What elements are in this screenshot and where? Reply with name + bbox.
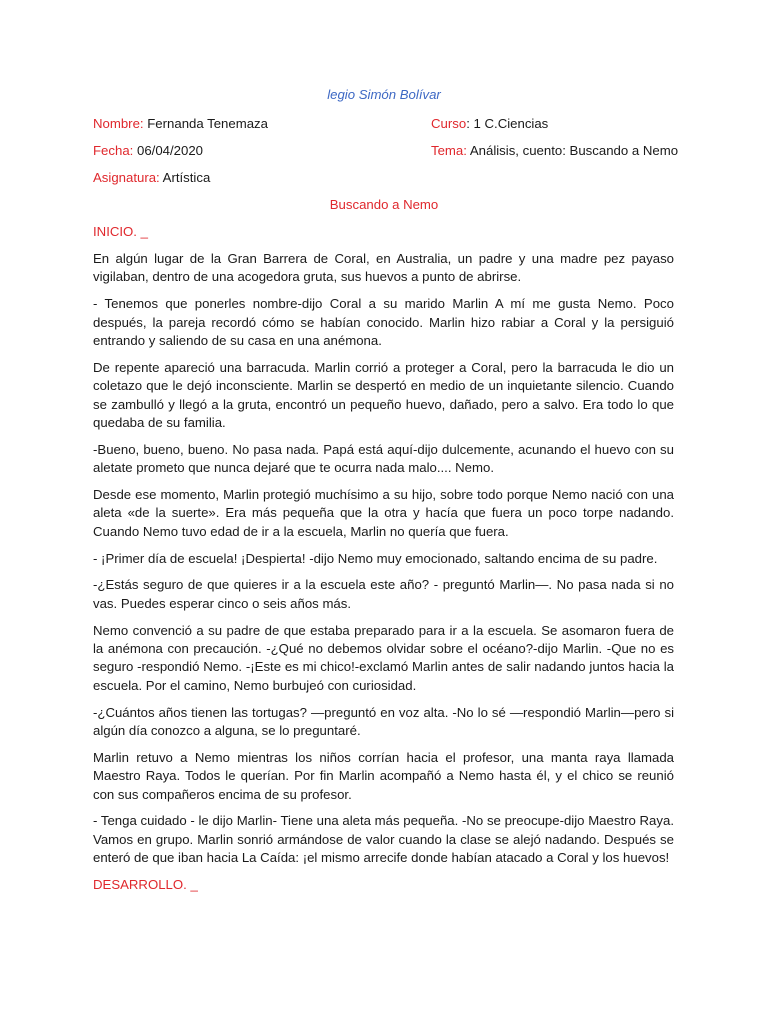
paragraph: - Tenemos que ponerles nombre-dijo Coral a su marido Marlin A mí me gusta Nemo. Poco después, la pareja recordó cómo se habían conocido. Marlin hizo rabiar a Coral y la persiguió entrando y saliendo de su casa en una anémona. xyxy=(93,296,674,349)
topic-row xyxy=(431,143,678,158)
date-row xyxy=(93,143,203,158)
topic-value: Análisis, cuento: Buscando a Nemo xyxy=(469,143,679,158)
story-body xyxy=(93,250,674,894)
subject-row xyxy=(93,170,210,185)
course-row xyxy=(431,116,548,131)
course-label: Curso xyxy=(431,116,467,131)
paragraph: En algún lugar de la Gran Barrera de Coral, en Australia, un padre y una madre pez payaso vigilaban, dentro de una acogedora gruta, sus huevos a punto de abrirse. xyxy=(93,251,674,285)
paragraph: Marlin retuvo a Nemo mientras los niños corrían hacia el profesor, una manta raya llamada Maestro Raya. Todos le querían. Por fin Marlin acompañó a Nemo hasta él, y el chico se reunió con sus compañeros encima de su profesor. xyxy=(93,749,674,802)
course-value: : 1 C.Ciencias xyxy=(466,116,549,131)
name-label: Nombre: xyxy=(93,116,144,131)
paragraph: - Tenga cuidado - le dijo Marlin- Tiene una aleta más pequeña. -No se preocupe-dijo Maestro Raya. Vamos en grupo. Marlin sonrió armándose de valor cuando la clase se alejó nadando. Después se enteró de que iban hacia La Caída: ¡el mismo arrecife donde habían atacado a Coral y los huevos! xyxy=(93,813,674,866)
section-development-heading: DESARROLLO. _ xyxy=(93,877,198,893)
paragraph: Desde ese momento, Marlin protegió muchísimo a su hijo, sobre todo porque Nemo nació con una aleta «de la suerte». Era más pequeña que la otra y hacía que fuera un poco torpe nadando. Cuando Nemo tuvo edad de ir a la escuela, Marlin no quería que fuera. xyxy=(93,487,674,539)
subject-value: Artística xyxy=(162,170,211,185)
school-name: legio Simón Bolívar xyxy=(327,87,441,102)
topic-label: Tema: xyxy=(431,143,467,158)
paragraph: Nemo convenció a su padre de que estaba preparado para ir a la escuela. Se asomaron fuera de la anémona con precaución. -¿Qué no debemos olvidar sobre el océano?-dijo Marlin. -Que no es seguro -respondió Nemo. -¡Este es mi chico!-exclamó Marlin antes de salir nadando juntos hacia la escuela. Por el camino, Nemo burbujeó con curiosidad. xyxy=(93,622,674,693)
paragraph: -¿Cuántos años tienen las tortugas? —preguntó en voz alta. -No lo sé —respondió Marlin—pero si algún día conozco a alguna, se lo preguntaré. xyxy=(93,704,674,739)
paragraph: De repente apareció una barracuda. Marlin corrió a proteger a Coral, pero la barracuda le dio un coletazo que le dejó inconsciente. Marlin se despertó en medio de un inquietante silencio. Cuando se zambulló y llegó a la gruta, encontró un pequeño huevo, dañado, pero a salvo. Era todo lo que quedaba de su familia. xyxy=(93,359,674,431)
name-row xyxy=(93,116,268,131)
date-label: Fecha: xyxy=(93,143,134,158)
name-value: Fernanda Tenemaza xyxy=(147,116,268,131)
paragraph: - ¡Primer día de escuela! ¡Despierta! -dijo Nemo muy emocionado, saltando encima de su padre. xyxy=(93,550,658,566)
subject-label: Asignatura: xyxy=(93,170,160,185)
paragraph: -¿Estás seguro de que quieres ir a la escuela este año? - preguntó Marlin—. No pasa nada si no vas. Puedes esperar cinco o seis años más. xyxy=(93,577,674,611)
paragraph: -Bueno, bueno, bueno. No pasa nada. Papá está aquí-dijo dulcemente, acunando el huevo con su aletate prometo que nunca dejaré que te ocurra nada malo.... Nemo. xyxy=(93,441,674,476)
date-value: 06/04/2020 xyxy=(137,143,204,158)
section-start-heading: INICIO. _ xyxy=(93,224,148,239)
story-title: Buscando a Nemo xyxy=(329,197,439,212)
